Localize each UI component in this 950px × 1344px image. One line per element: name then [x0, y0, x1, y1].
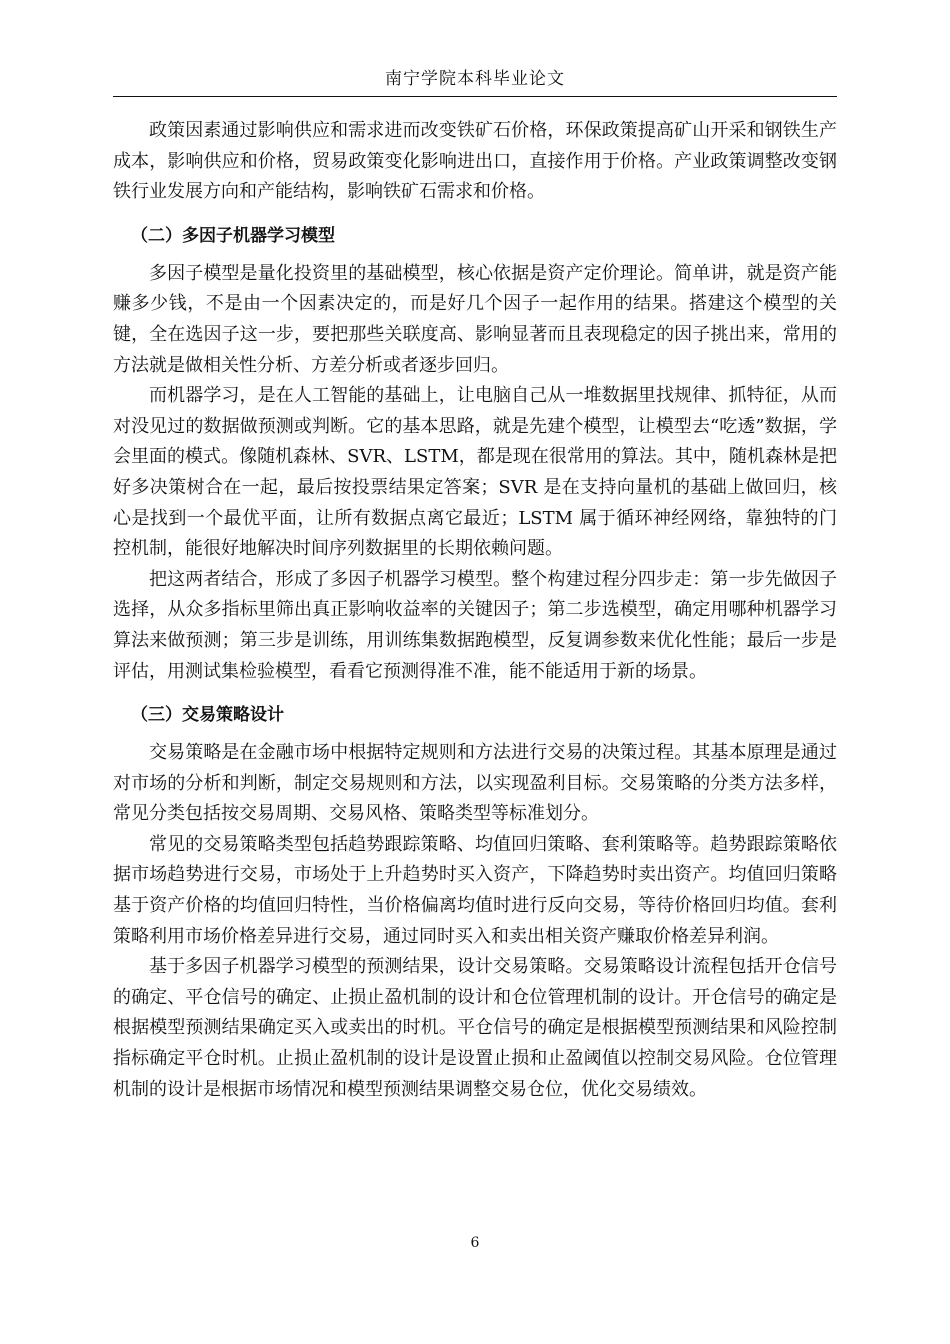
paragraph-strategy-types: 常见的交易策略类型包括趋势跟踪策略、均值回归策略、套利策略等。趋势跟踪策略依据市场趋势进行交易，市场处于上升趋势时买入资产，下降趋势时卖出资产。均值回归策略基于资产价格的均值回归特性，当价格偏离均值时进行反向交易，等待价格回归均值。套利策略利用市场价格差异进行交易，通过同时买入和卖出相关资产赚取价格差异利润。: [113, 833, 837, 947]
paragraph-strategy-definition: 交易策略是在金融市场中根据特定规则和方法进行交易的决策过程。其基本原理是通过对市场的分析和判断，制定交易规则和方法，以实现盈利目标。交易策略的分类方法多样，常见分类包括按交易周期、交易风格、策略类型等标准划分。: [113, 742, 837, 825]
page-header-title: 南宁学院本科毕业论文: [385, 69, 565, 89]
paragraph-strategy-design: 基于多因子机器学习模型的预测结果，设计交易策略。交易策略设计流程包括开仓信号的确定、平仓信号的确定、止损止盈机制的设计和仓位管理机制的设计。开仓信号的确定是根据模型预测结果确定买入或卖出的时机。平仓信号的确定是根据模型预测结果和风险控制指标确定平仓时机。止损止盈机制的设计是设置止损和止盈阈值以控制交易风险。仓位管理机制的设计是根据市场情况和模型预测结果调整交易仓位，优化交易绩效。: [113, 956, 837, 1100]
paragraph-policy-factors: 政策因素通过影响供应和需求进而改变铁矿石价格，环保政策提高矿山开采和钢铁生产成本，影响供应和价格，贸易政策变化影响进出口，直接作用于价格。产业政策调整改变钢铁行业发展方向和产能结构，影响铁矿石需求和价格。: [113, 120, 837, 203]
header-divider: [113, 96, 837, 97]
section-heading-trading-strategy: （三）交易策略设计: [131, 705, 284, 726]
paragraph-model-construction: 把这两者结合，形成了多因子机器学习模型。整个构建过程分四步走：第一步先做因子选择，从众多指标里筛出真正影响收益率的关键因子；第二步选模型，确定用哪种机器学习算法来做预测；第三步是训练，用训练集数据跑模型，反复调参数来优化性能；最后一步是评估，用测试集检验模型，看看它预测得准不准，能不能适用于新的场景。: [113, 568, 837, 682]
paragraph-multifactor-intro: 多因子模型是量化投资里的基础模型，核心依据是资产定价理论。简单讲，就是资产能赚多少钱，不是由一个因素决定的，而是好几个因子一起作用的结果。搭建这个模型的关键，全在选因子这一步，要把那些关联度高、影响显著而且表现稳定的因子挑出来，常用的方法就是做相关性分析、方差分析或者逐步回归。: [113, 262, 837, 376]
paragraph-machine-learning: 而机器学习，是在人工智能的基础上，让电脑自己从一堆数据里找规律、抓特征，从而对没见过的数据做预测或判断。它的基本思路，就是先建个模型，让模型去“吃透”数据，学会里面的模式。像随机森林、SVR、LSTM，都是现在很常用的算法。其中，随机森林是把好多决策树合在一起，最后按投票结果定答案；SVR 是在支持向量机的基础上做回归，核心是找到一个最优平面，让所有数据点离它最近；LSTM 属于循环神经网络，靠独特的门控机制，能很好地解决时间序列数据里的长期依赖问题。: [113, 385, 837, 560]
document-body: [113, 116, 837, 1105]
page-number: 6: [470, 1235, 480, 1251]
section-heading-multifactor-model: （二）多因子机器学习模型: [131, 225, 335, 246]
